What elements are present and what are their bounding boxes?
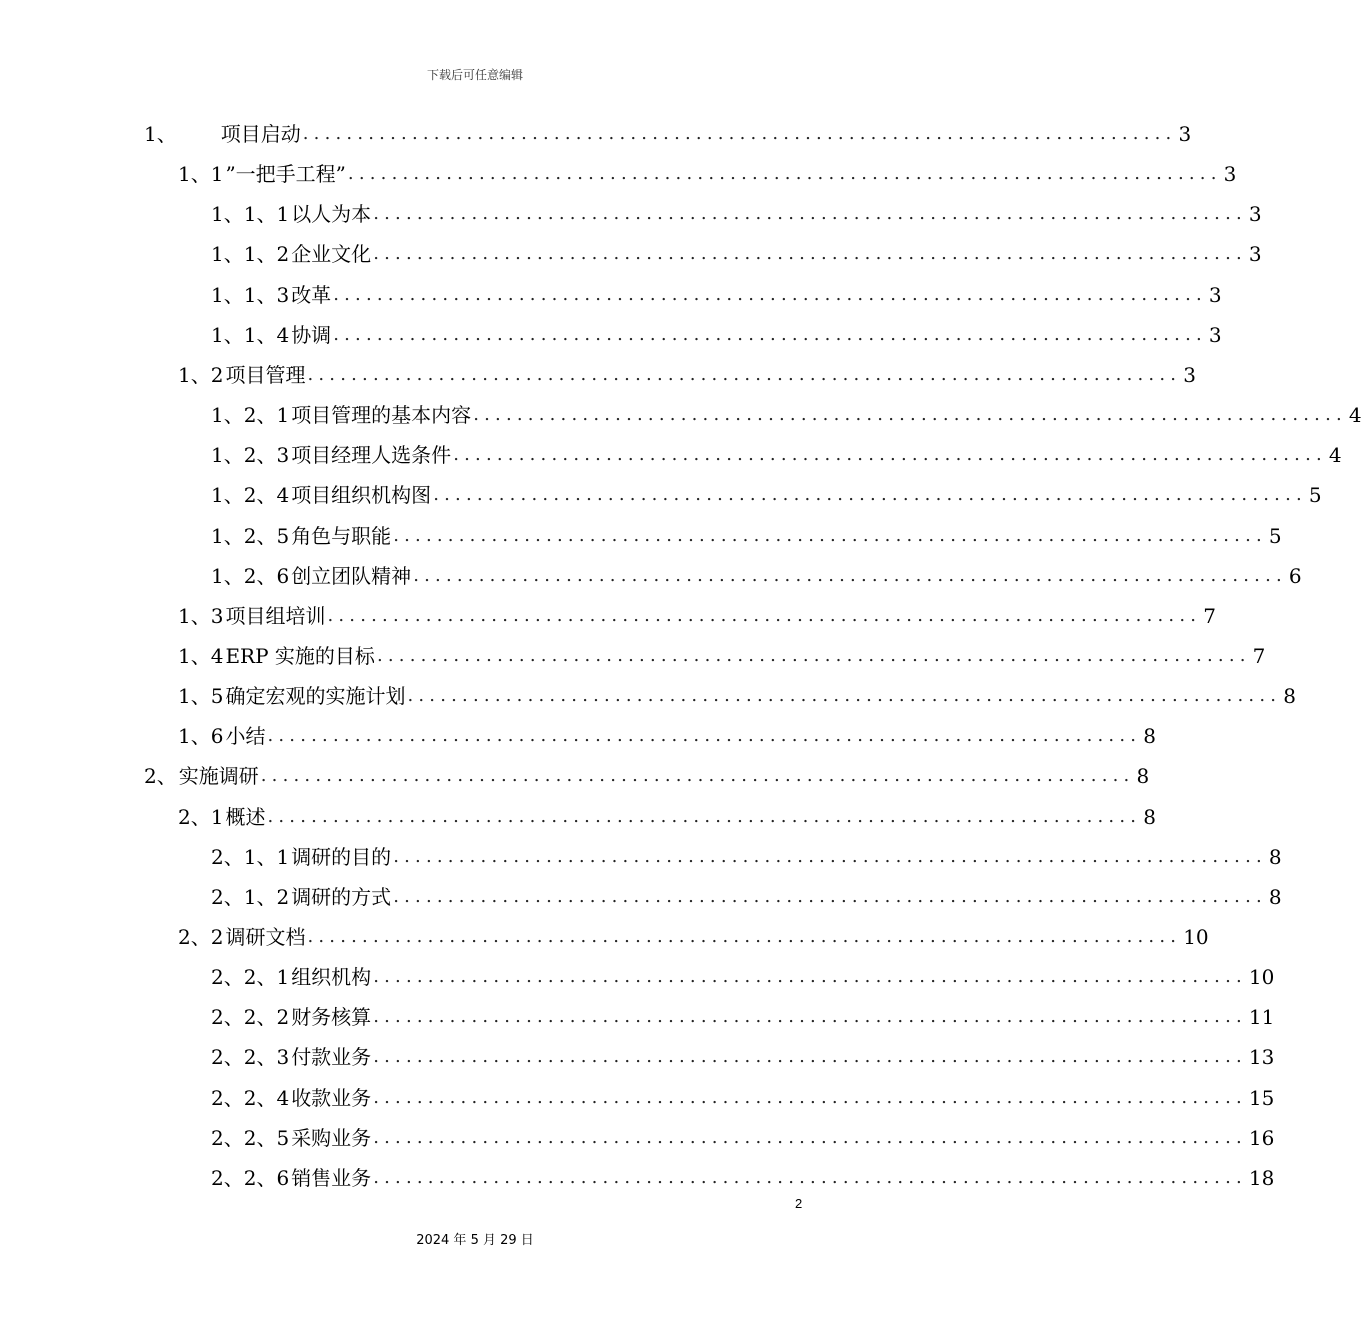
toc-entry-title: 财务核算 bbox=[291, 1005, 372, 1030]
toc-entry[interactable] bbox=[211, 1037, 1275, 1077]
toc-entry-number: 1、1、1 bbox=[211, 202, 290, 227]
toc-dot-leader: ................................................................................ bbox=[347, 163, 1222, 185]
toc-dot-leader: ................................................................................ bbox=[407, 685, 1282, 707]
toc-dot-leader: ................................................................................ bbox=[333, 283, 1207, 305]
toc-entry-number: 1、1、3 bbox=[211, 282, 290, 307]
toc-dot-leader: ................................................................................ bbox=[376, 644, 1251, 666]
toc-entry-page: 3 bbox=[1208, 282, 1222, 307]
toc-dot-leader: ................................................................................ bbox=[473, 404, 1347, 426]
footer-date: 2024 年 5 月 29 日 bbox=[416, 1233, 534, 1248]
toc-entry-title: 付款业务 bbox=[291, 1045, 372, 1070]
toc-entry[interactable] bbox=[211, 1078, 1275, 1118]
toc-entry-page: 16 bbox=[1248, 1125, 1275, 1150]
toc-entry-title: 采购业务 bbox=[291, 1125, 372, 1150]
toc-entry-title: ERP 实施的目标 bbox=[225, 643, 375, 668]
toc-entry-page: 3 bbox=[1208, 322, 1222, 347]
toc-entry[interactable] bbox=[144, 756, 1150, 796]
toc-entry[interactable] bbox=[178, 917, 1209, 957]
toc-dot-leader: ................................................................................ bbox=[413, 564, 1287, 586]
toc-entry[interactable] bbox=[211, 315, 1222, 355]
toc-entry-page: 18 bbox=[1248, 1165, 1275, 1190]
toc-entry-title: 项目组织机构图 bbox=[291, 483, 432, 508]
toc-entry-title: 项目管理 bbox=[225, 362, 306, 387]
toc-dot-leader: ................................................................................ bbox=[373, 1126, 1247, 1148]
toc-entry-page: 3 bbox=[1248, 202, 1262, 227]
toc-entry[interactable] bbox=[211, 556, 1302, 596]
toc-entry[interactable] bbox=[178, 636, 1266, 676]
toc-entry-number: 1、2、5 bbox=[211, 523, 290, 548]
toc-dot-leader: ................................................................................ bbox=[373, 966, 1247, 988]
toc-entry[interactable] bbox=[211, 194, 1262, 234]
toc-entry-number: 1、2 bbox=[178, 362, 224, 387]
toc-entry[interactable] bbox=[211, 435, 1342, 475]
toc-entry-number: 2、1、1 bbox=[211, 844, 290, 869]
toc-entry-title: 项目组培训 bbox=[225, 603, 326, 628]
toc-dot-leader: ................................................................................ bbox=[302, 123, 1177, 144]
toc-dot-leader: ................................................................................ bbox=[393, 885, 1267, 907]
toc-entry-number: 1、4 bbox=[178, 643, 224, 668]
toc-entry-title: 以人为本 bbox=[291, 202, 372, 227]
toc-entry-title: 实施调研 bbox=[178, 764, 259, 789]
toc-entry-title: 调研的方式 bbox=[291, 884, 392, 909]
toc-dot-leader: ................................................................................ bbox=[373, 243, 1247, 265]
toc-entry[interactable] bbox=[211, 1158, 1275, 1198]
toc-entry-number: 1、2、4 bbox=[211, 483, 290, 508]
toc-entry-number: 2、1、2 bbox=[211, 884, 290, 909]
toc-entry-number: 1、2、6 bbox=[211, 563, 290, 588]
toc-entry[interactable] bbox=[178, 355, 1196, 395]
toc-dot-leader: ................................................................................ bbox=[373, 1046, 1247, 1068]
toc-dot-leader: ................................................................................ bbox=[267, 725, 1142, 747]
toc-entry-number: 2、2、1 bbox=[211, 965, 290, 990]
toc-entry-page: 8 bbox=[1136, 764, 1150, 789]
toc-entry-page: 7 bbox=[1252, 643, 1266, 668]
toc-entry[interactable] bbox=[211, 877, 1282, 917]
toc-entry-title: ”一把手工程” bbox=[225, 162, 346, 187]
toc-entry-title: 项目启动 bbox=[220, 122, 301, 146]
toc-entry-title: 调研文档 bbox=[225, 925, 306, 949]
toc-entry[interactable] bbox=[211, 395, 1362, 435]
toc-entry-page: 5 bbox=[1308, 483, 1322, 508]
toc-dot-leader: ................................................................................ bbox=[327, 604, 1202, 626]
toc-entry-title: 收款业务 bbox=[291, 1085, 372, 1110]
toc-entry-number: 2、2 bbox=[178, 925, 224, 949]
toc-entry[interactable] bbox=[211, 234, 1262, 274]
toc-entry-title: 企业文化 bbox=[291, 242, 372, 267]
toc-entry-number: 1、 bbox=[144, 122, 177, 146]
toc-entry-title: 确定宏观的实施计划 bbox=[225, 684, 406, 709]
toc-entry[interactable] bbox=[178, 154, 1237, 194]
toc-entry-number: 1、3 bbox=[178, 603, 224, 628]
toc-entry-page: 3 bbox=[1248, 242, 1262, 267]
toc-entry[interactable] bbox=[144, 114, 1192, 154]
toc-entry[interactable] bbox=[211, 1118, 1275, 1158]
toc-entry-page: 8 bbox=[1268, 884, 1282, 909]
toc-entry-page: 6 bbox=[1288, 563, 1302, 588]
toc-entry-title: 组织机构 bbox=[291, 965, 372, 990]
toc-entry-page: 13 bbox=[1248, 1045, 1275, 1070]
toc-entry[interactable] bbox=[178, 676, 1296, 716]
toc-entry-title: 调研的目的 bbox=[291, 844, 392, 869]
toc-entry-page: 15 bbox=[1248, 1085, 1275, 1110]
toc-entry-number: 2、2、5 bbox=[211, 1125, 290, 1150]
toc-entry-page: 11 bbox=[1248, 1005, 1275, 1030]
toc-entry-title: 销售业务 bbox=[291, 1165, 372, 1190]
toc-entry[interactable] bbox=[211, 997, 1275, 1037]
toc-entry-title: 协调 bbox=[291, 322, 332, 347]
toc-dot-leader: ................................................................................ bbox=[373, 203, 1247, 225]
toc-entry-page: 8 bbox=[1143, 804, 1156, 829]
toc-entry-number: 2、2、6 bbox=[211, 1165, 290, 1190]
toc-entry[interactable] bbox=[211, 475, 1322, 515]
toc-entry-title: 小结 bbox=[225, 724, 266, 749]
toc-entry-page: 3 bbox=[1183, 362, 1196, 387]
toc-entry-number: 2、1 bbox=[178, 804, 224, 829]
toc-entry-page: 10 bbox=[1248, 965, 1275, 990]
toc-entry-number: 1、1、2 bbox=[211, 242, 290, 267]
toc-entry[interactable] bbox=[178, 797, 1156, 837]
toc-entry-number: 1、1、4 bbox=[211, 322, 290, 347]
toc-entry-title: 概述 bbox=[225, 804, 266, 829]
toc-dot-leader: ................................................................................ bbox=[433, 484, 1307, 506]
toc-entry-page: 3 bbox=[1178, 122, 1192, 146]
toc-dot-leader: ................................................................................ bbox=[267, 805, 1142, 827]
toc-entry-number: 2、 bbox=[144, 764, 177, 789]
toc-dot-leader: ................................................................................ bbox=[333, 323, 1207, 345]
toc-entry-number: 1、2、3 bbox=[211, 443, 290, 468]
toc-entry[interactable] bbox=[211, 837, 1282, 877]
toc-entry-number: 2、2、2 bbox=[211, 1005, 290, 1030]
toc-dot-leader: ................................................................................ bbox=[307, 926, 1182, 947]
toc-entry-page: 8 bbox=[1143, 724, 1156, 749]
toc-entry-number: 2、2、3 bbox=[211, 1045, 290, 1070]
page-number: 2 bbox=[795, 1196, 803, 1211]
toc-entry-title: 角色与职能 bbox=[291, 523, 392, 548]
toc-entry-page: 5 bbox=[1268, 523, 1282, 548]
toc-entry-page: 4 bbox=[1328, 443, 1342, 468]
toc-entry-title: 项目管理的基本内容 bbox=[291, 403, 472, 428]
toc-dot-leader: ................................................................................ bbox=[260, 765, 1135, 787]
toc-entry-page: 8 bbox=[1283, 684, 1296, 709]
toc-entry-number: 1、6 bbox=[178, 724, 224, 749]
toc-dot-leader: ................................................................................ bbox=[373, 1166, 1247, 1188]
toc-entry-number: 1、1 bbox=[178, 162, 224, 187]
toc-entry-title: 项目经理人选条件 bbox=[291, 443, 452, 468]
toc-entry-page: 7 bbox=[1203, 603, 1216, 628]
toc-dot-leader: ................................................................................ bbox=[393, 845, 1267, 867]
toc-entry-title: 创立团队精神 bbox=[291, 563, 412, 588]
toc-entry[interactable] bbox=[211, 957, 1275, 997]
toc-entry[interactable] bbox=[178, 596, 1216, 636]
toc-entry[interactable] bbox=[211, 516, 1282, 556]
toc-dot-leader: ................................................................................ bbox=[393, 524, 1267, 546]
toc-entry[interactable] bbox=[178, 716, 1156, 756]
toc-dot-leader: ................................................................................ bbox=[453, 444, 1327, 466]
toc-entry-number: 1、5 bbox=[178, 684, 224, 709]
toc-entry-title: 改革 bbox=[291, 282, 332, 307]
toc-dot-leader: ................................................................................ bbox=[373, 1006, 1247, 1028]
toc-entry-page: 3 bbox=[1223, 162, 1237, 187]
toc-entry-page: 10 bbox=[1183, 925, 1209, 949]
toc-dot-leader: ................................................................................ bbox=[307, 363, 1182, 385]
toc-entry-number: 2、2、4 bbox=[211, 1085, 290, 1110]
toc-entry[interactable] bbox=[211, 275, 1222, 315]
toc-entry-page: 4 bbox=[1348, 403, 1362, 428]
toc-entry-page: 8 bbox=[1268, 844, 1282, 869]
toc-entry-number: 1、2、1 bbox=[211, 403, 290, 428]
page-header: 下载后可任意编辑 bbox=[426, 68, 523, 82]
toc-dot-leader: ................................................................................ bbox=[373, 1086, 1247, 1108]
